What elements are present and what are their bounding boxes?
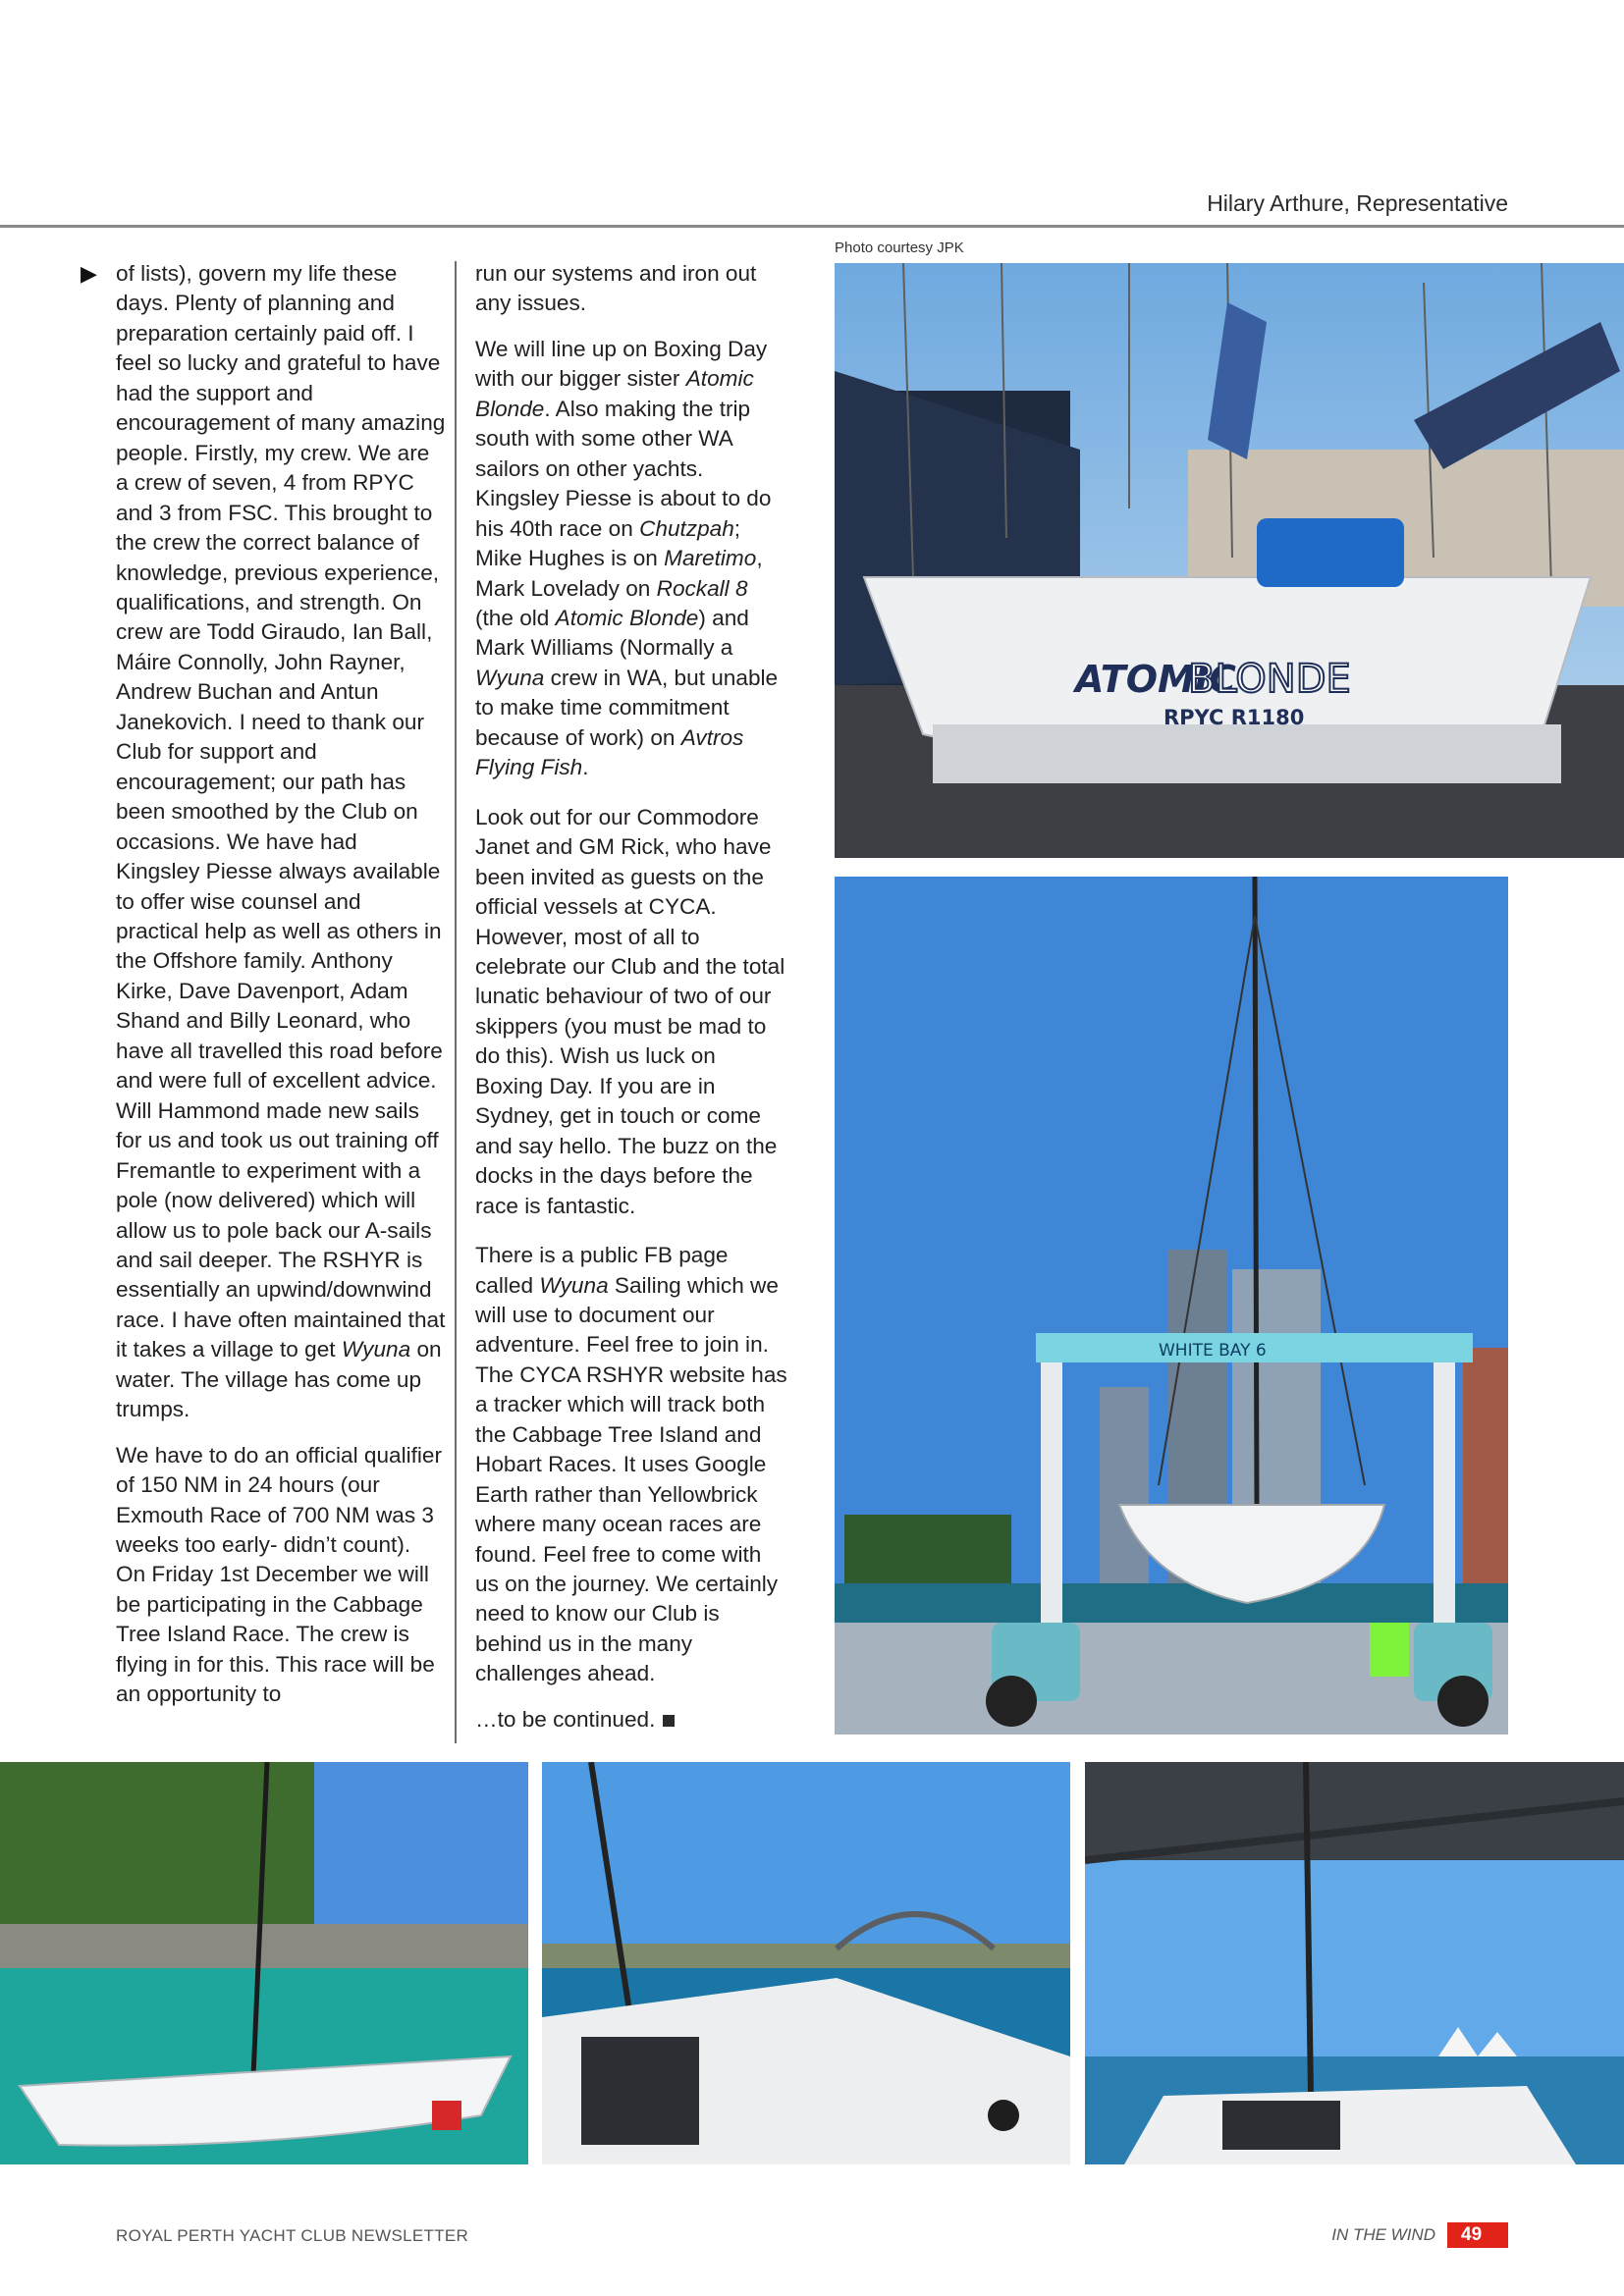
footer-magazine: IN THE WIND [1331,2225,1435,2244]
photo-yacht-at-wharf [0,1762,528,2164]
photo-credit: Photo courtesy JPK [835,240,964,256]
square-end-icon [663,1715,675,1727]
continuation-arrow-icon: ▶ [81,261,97,286]
author-byline: Hilary Arthure, Representative [1207,190,1508,216]
paragraph: We have to do an official qualifier of 150 NM in 24 hours (our Exmouth Race of 700 NM was 3 weeks too early- didn’t count). On Friday 1st December we will be participating in the Cabbage Tree Island Race. The crew is flying in for this. This race will be an opportunity to [116,1442,442,1707]
paragraph: run our systems and iron out any issues. [475,261,757,316]
page-number: 49 [1447,2222,1508,2248]
svg-text:BLONDE: BLONDE [1188,657,1351,702]
photo-boat-hoist [835,877,1508,1735]
photo-cockpit-harbour-bridge [542,1762,1070,2164]
header-rule [0,225,1624,228]
paragraph: of lists), govern my life these days. Plenty of planning and preparation certainly paid off. I feel so lucky and grateful to have had the support and encouragement of many amazing people. Firstly, my crew. We are a crew of seven, 4 from RPYC and 3 from FSC. This brought to the crew the correct balance of knowledge, previous experience, qualifications, and strength. On crew are Todd Giraudo, Ian Ball, Máire Connolly, John Rayner, Andrew Buchan and Antun Janekovich. I need to thank our Club for support and encouragement; our path has been smoothed by the Club on occasions. We have had Kingsley Piesse always available to offer wise counsel and practical help as well as others in the Offshore family. Anthony Kirke, Dave Davenport, Adam Shand and Billy Leonard, who have all travelled this road before and were full of excellent advice. Will Hammond made new sails for us and took us out training off Fremantle to experiment with a pole (now delivered) which will allow us to pole back our A-sails and sail deeper. The RSHYR is essentially an upwind/downwind race. I have often maintained that it takes a village to get Wyuna on water. The village has come up trumps. [116,261,446,1422]
article-column-1 [116,259,446,1726]
footer-right [1331,2220,1508,2250]
svg-text:RPYC R1180: RPYC R1180 [1164,706,1305,729]
paragraph-end: …to be continued. [475,1705,787,1735]
footer-publication: ROYAL PERTH YACHT CLUB NEWSLETTER [116,2226,469,2245]
paragraph: We will line up on Boxing Day with our bigger sister Atomic Blonde. Also making the trip south with some other WA sailors on other yachts. Kingsley Piesse is about to do his 40th race on Chutzpah; Mike Hughes is on Maretimo, Mark Lovelady on Rockall 8 (the old Atomic Blonde) and Mark Williams (Normally a Wyuna crew in WA, but unable to make time commitment because of work) on Avtros Flying Fish. [475,336,779,780]
photo-under-harbour-bridge [1085,1762,1624,2164]
paragraph: Look out for our Commodore Janet and GM Rick, who have been invited as guests on the official vessels at CYCA. However, most of all to celebrate our Club and the total lunatic behaviour of two of our skippers (you must be mad to do this). Wish us luck on Boxing Day. If you are in Sydney, get in touch or come and say hello. The buzz on the docks in the days before the race is fantastic. [475,804,785,1218]
column-divider [455,261,457,1743]
photo-atomic-blonde-stern [835,263,1624,858]
article-column-2 [475,259,787,1750]
svg-text:ATOMIC: ATOMIC [1075,658,1236,701]
paragraph: There is a public FB page called Wyuna Sailing which we will use to document our adventure. Feel free to join in. The CYCA RSHYR website has a tracker which will track both the Cabbage Tree Island and Hobart Races. It uses Google Earth rather than Yellowbrick where many ocean races are found. Feel free to come with us on the journey. We certainly need to know our Club is behind us in the many challenges ahead. [475,1243,787,1686]
svg-text:WHITE BAY 6: WHITE BAY 6 [1159,1341,1267,1361]
